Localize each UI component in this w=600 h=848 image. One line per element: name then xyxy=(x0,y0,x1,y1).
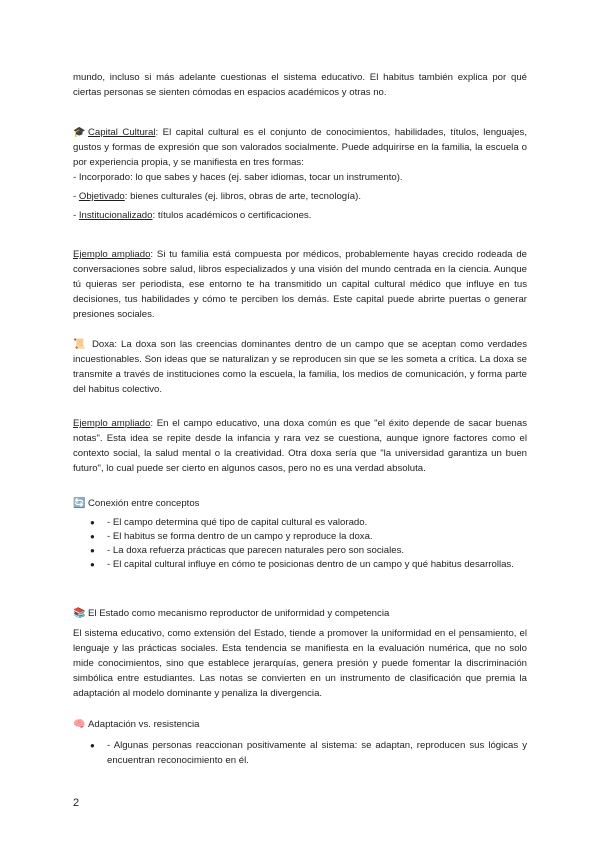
cycle-arrows-icon: 🔄 xyxy=(73,498,86,509)
bullet-icon: ● xyxy=(90,546,95,555)
intro-paragraph: mundo, incluso si más adelante cuestionas el sistema educativo. El habitus también explica por qué ciertas personas se sienten cómodas en espacios académicos y otras no. xyxy=(73,72,527,98)
scroll-icon: 📜 xyxy=(73,339,86,350)
connection-heading: 🔄 Conexión entre conceptos xyxy=(73,498,200,509)
bullet-icon: ● xyxy=(90,560,95,569)
capital-form-institucionalizado: - Institucionalizado: títulos académicos o certificaciones. xyxy=(73,210,312,221)
example-label: Ejemplo ampliado xyxy=(73,249,151,260)
page-number: 2 xyxy=(73,797,80,809)
example-capital-paragraph: Ejemplo ampliado: Si tu familia está compuesta por médicos, probablemente hayas crecido rodeada de conversaciones sobre salud, libros especializados y una visión del mundo centrada en la ciencia. Aunque tú quieras ser periodista, ese entorno te ha transmitido un capital cultural médico que influye en tus decisiones, tus habilidades y cómo te perciben los demás. Este capital puede abrirte puertas o generar presiones sociales. xyxy=(73,249,527,320)
list-item: ● - El campo determina qué tipo de capital cultural es valorado. xyxy=(90,517,368,528)
capital-cultural-text: : El capital cultural es el conjunto de conocimientos, habilidades, títulos, lenguajes, gustos y formas de expresión que son valorados socialmente. Puede adquirirse en la familia, la escuela o por experiencia propia, y se manifiesta en tres formas: xyxy=(73,127,527,168)
adaptation-list xyxy=(73,738,527,768)
bullet-icon: ● xyxy=(90,532,95,541)
state-paragraph: El sistema educativo, como extensión del Estado, tiende a promover la uniformidad en el pensamiento, el lenguaje y las prácticas sociales. Esta tendencia se manifiesta en la evaluación numérica, que no solo mide conocimientos, sino que establece jerarquías, genera presión y puede fomentar la discriminación simbólica entre estudiantes. Las notas se convierten en un instrumento de clasificación que premia la adaptación al modelo dominante y penaliza la divergencia. xyxy=(73,628,527,699)
list-item: ● - La doxa refuerza prácticas que parecen naturales pero son sociales. xyxy=(90,545,405,556)
form-label: Incorporado xyxy=(78,172,131,183)
example-label: Ejemplo ampliado xyxy=(73,418,151,429)
capital-cultural-title: Capital Cultural xyxy=(88,127,156,138)
state-heading: 📚 El Estado como mecanismo reproductor de uniformidad y competencia xyxy=(73,608,390,619)
graduation-cap-icon: 🎓 xyxy=(73,127,86,138)
bullet-icon: ● xyxy=(90,741,95,750)
doxa-paragraph: 📜 Doxa: La doxa son las creencias dominantes dentro de un campo que se aceptan como verdades incuestionables. Son ideas que se naturalizan y se reproducen sin que se les someta a crítica. La doxa se transmite a través de instituciones como la escuela, la familia, los medios de comunicación, y forma parte del habitus colectivo. xyxy=(73,339,527,395)
adaptation-heading: 🧠 Adaptación vs. resistencia xyxy=(73,719,200,730)
form-label: Objetivado xyxy=(78,191,125,202)
example-doxa-paragraph: Ejemplo ampliado: En el campo educativo, una doxa común es que "el éxito depende de sacar buenas notas". Esta idea se repite desde la infancia y rara vez se cuestiona, aunque ignore factores como el contexto social, la salud mental o la creatividad. Otra doxa sería que "la universidad garantiza un buen futuro", lo cual puede ser cierto en algunos casos, pero no es una verdad absoluta. xyxy=(73,418,527,474)
brain-icon: 🧠 xyxy=(73,719,86,730)
list-item: ● - El habitus se forma dentro de un campo y reproduce la doxa. xyxy=(90,531,373,542)
capital-form-incorporado: - Incorporado: lo que sabes y haces (ej. saber idiomas, tocar un instrumento). xyxy=(73,172,403,183)
list-item: ● - El capital cultural influye en cómo te posicionas dentro de un campo y qué habitus desarrollas. xyxy=(90,559,514,570)
capital-cultural-paragraph xyxy=(73,125,527,170)
form-label: Institucionalizado xyxy=(78,210,153,221)
list-item: ● - Algunas personas reaccionan positivamente al sistema: se adaptan, reproducen sus lógicas y encuentran reconocimiento en él. xyxy=(90,740,527,766)
connection-list xyxy=(73,516,527,572)
capital-form-objetivado: - Objetivado: bienes culturales (ej. libros, obras de arte, tecnología). xyxy=(73,191,361,202)
bullet-icon: ● xyxy=(90,518,95,527)
books-icon: 📚 xyxy=(73,608,86,619)
